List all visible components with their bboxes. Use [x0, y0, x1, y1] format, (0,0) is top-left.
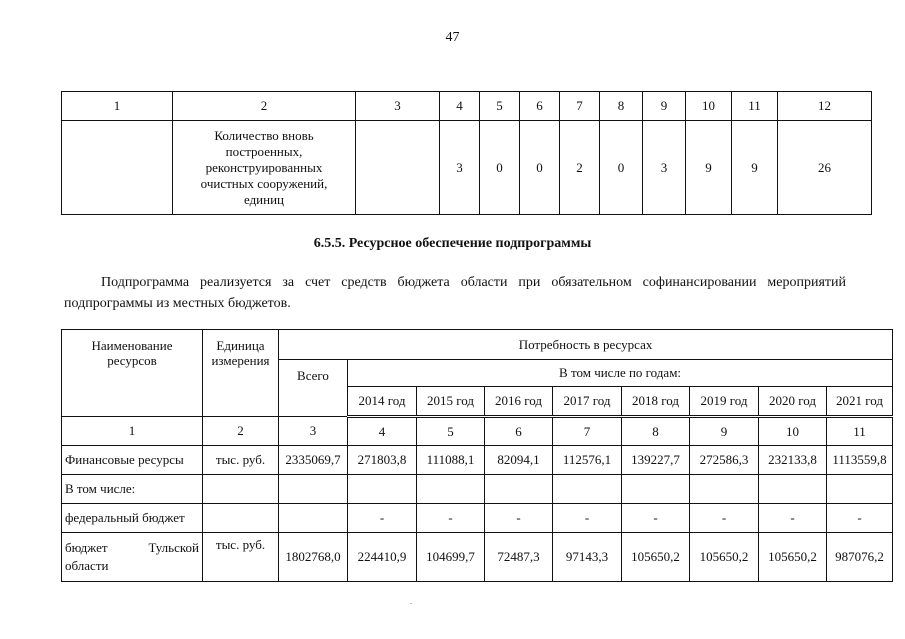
year-value [759, 475, 827, 504]
column-number: 5 [417, 417, 485, 446]
column-number: 6 [485, 417, 553, 446]
total-header: Всего [279, 360, 348, 417]
year-value: - [485, 504, 553, 533]
year-value: - [827, 504, 893, 533]
column-number: 4 [348, 417, 417, 446]
year-value: - [690, 504, 759, 533]
year-value: 232133,8 [759, 446, 827, 475]
column-number: 7 [560, 92, 600, 121]
paragraph-line: Подпрограмма реализуется за счет средств бюджета области при обязательном софинансировании мероприятий [101, 275, 846, 290]
year-value [553, 475, 622, 504]
column-number: 3 [279, 417, 348, 446]
year-header: 2015 год [417, 387, 485, 417]
header-line: измерения [211, 353, 270, 368]
column-number: 3 [356, 92, 440, 121]
year-value: 139227,7 [622, 446, 690, 475]
column-number: 8 [600, 92, 643, 121]
resources-table [61, 329, 893, 582]
year-value [690, 475, 759, 504]
year-value: - [622, 504, 690, 533]
year-value: - [417, 504, 485, 533]
indicator-name-line: реконструированных [205, 159, 323, 175]
column-number: 10 [686, 92, 732, 121]
resources-header-row [62, 330, 893, 360]
resource-name-line: области [65, 558, 109, 573]
indicator-value: 3 [440, 121, 480, 215]
year-value [485, 475, 553, 504]
resource-name: Финансовые ресурсы [62, 446, 203, 475]
indicator-value: 2 [560, 121, 600, 215]
paragraph-line: подпрограммы из местных бюджетов. [64, 296, 291, 311]
table-row [62, 475, 893, 504]
year-value: 82094,1 [485, 446, 553, 475]
column-number: 1 [62, 92, 173, 121]
header-line: ресурсов [107, 353, 157, 368]
unit-cell: тыс. руб. [203, 533, 279, 582]
indicator-name-cell [173, 121, 356, 215]
column-number: 1 [62, 417, 203, 446]
need-header: Потребность в ресурсах [279, 330, 893, 360]
year-value: 271803,8 [348, 446, 417, 475]
indicator-name-line: построенных, [225, 143, 303, 159]
indicator-name [189, 128, 339, 208]
column-number: 6 [520, 92, 560, 121]
indicator-value: 0 [600, 121, 643, 215]
column-numbers-row [62, 417, 893, 446]
indicator-name-line: очистных сооружений, [200, 175, 328, 191]
year-value: 72487,3 [485, 533, 553, 582]
year-value: - [553, 504, 622, 533]
year-value: 104699,7 [417, 533, 485, 582]
table-row [62, 504, 893, 533]
year-value [348, 475, 417, 504]
column-number: 7 [553, 417, 622, 446]
page-number: 47 [445, 30, 460, 45]
column-number: 11 [732, 92, 778, 121]
resource-name [62, 533, 203, 582]
year-value: - [348, 504, 417, 533]
by-years-header: В том числе по годам: [348, 360, 893, 387]
indicator-name-line: единиц [243, 191, 285, 207]
year-header: 2020 год [759, 387, 827, 417]
unit-cell [203, 504, 279, 533]
header-line: Наименование [91, 338, 173, 353]
year-value: 105650,2 [622, 533, 690, 582]
year-header: 2017 год [553, 387, 622, 417]
table-cell-empty [356, 121, 440, 215]
year-value: 105650,2 [759, 533, 827, 582]
column-number: 2 [173, 92, 356, 121]
year-header: 2014 год [348, 387, 417, 417]
year-value [417, 475, 485, 504]
year-value [622, 475, 690, 504]
total-cell [279, 504, 348, 533]
year-value: 105650,2 [690, 533, 759, 582]
year-value: 111088,1 [417, 446, 485, 475]
table-row [62, 533, 893, 582]
column-number: 9 [643, 92, 686, 121]
indicator-value: 9 [686, 121, 732, 215]
year-value: 112576,1 [553, 446, 622, 475]
year-value: 272586,3 [690, 446, 759, 475]
body-paragraph [64, 272, 846, 314]
resource-name: федеральный бюджет [62, 504, 203, 533]
indicator-value: 0 [480, 121, 520, 215]
column-number: 11 [827, 417, 893, 446]
column-number: 9 [690, 417, 759, 446]
year-value: 224410,9 [348, 533, 417, 582]
scan-speck [410, 603, 412, 604]
total-cell [279, 475, 348, 504]
indicator-name-line: Количество вновь [214, 127, 314, 143]
indicator-table-row [62, 121, 872, 215]
year-value: 97143,3 [553, 533, 622, 582]
year-value: 987076,2 [827, 533, 893, 582]
year-header: 2019 год [690, 387, 759, 417]
unit-cell: тыс. руб. [203, 446, 279, 475]
header-line: Единица [216, 338, 265, 353]
resource-name-header [62, 330, 203, 417]
year-header: 2021 год [827, 387, 893, 417]
column-number: 2 [203, 417, 279, 446]
column-number: 12 [778, 92, 872, 121]
indicator-value: 0 [520, 121, 560, 215]
total-cell: 1802768,0 [279, 533, 348, 582]
year-value: - [759, 504, 827, 533]
resource-name: В том числе: [62, 475, 203, 504]
indicator-table [61, 91, 872, 215]
section-heading: 6.5.5. Ресурсное обеспечение подпрограммы [313, 236, 592, 251]
table-row [62, 446, 893, 475]
unit-cell [203, 475, 279, 504]
year-header: 2016 год [485, 387, 553, 417]
indicator-value: 3 [643, 121, 686, 215]
table-cell-empty [62, 121, 173, 215]
year-value [827, 475, 893, 504]
unit-header [203, 330, 279, 417]
year-header: 2018 год [622, 387, 690, 417]
indicator-value: 9 [732, 121, 778, 215]
resource-name-line: бюджет Тульской [65, 540, 199, 555]
indicator-table-header-row [62, 92, 872, 121]
total-cell: 2335069,7 [279, 446, 348, 475]
indicator-total: 26 [778, 121, 872, 215]
column-number: 10 [759, 417, 827, 446]
column-number: 4 [440, 92, 480, 121]
column-number: 5 [480, 92, 520, 121]
year-value: 1113559,8 [827, 446, 893, 475]
resource-name-text [65, 539, 199, 575]
column-number: 8 [622, 417, 690, 446]
